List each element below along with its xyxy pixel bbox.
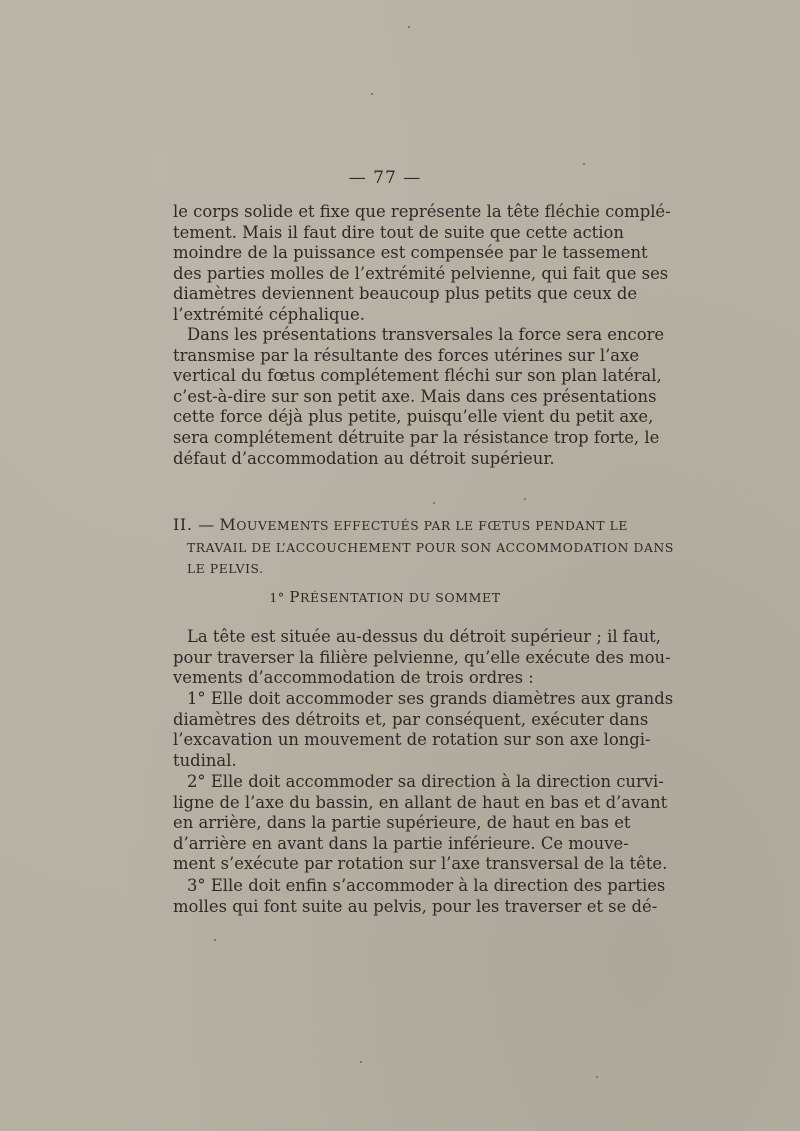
paper-speck: [408, 26, 410, 28]
subsection-initial: P: [289, 588, 301, 606]
text-line: sera complétement détruite par la résistance trop forte, le: [173, 427, 660, 447]
heading-initial: M: [219, 515, 237, 534]
paragraph-5: [173, 772, 668, 875]
paper-speck: [583, 163, 585, 165]
page-number: — 77 —: [348, 168, 422, 188]
text-line: tement. Mais il faut dire tout de suite que cette action: [173, 222, 624, 242]
paper-speck: [433, 502, 435, 504]
section-number: II. —: [173, 515, 215, 534]
text-line: ment s’exécute par rotation sur l’axe transversal de la tête.: [173, 854, 668, 874]
text-line: vertical du fœtus complétement fléchi sur son plan latéral,: [173, 366, 662, 386]
text-line: tudinal.: [173, 750, 237, 770]
text-line: défaut d’accommodation au détroit supérieur.: [173, 448, 555, 468]
text-line: l’excavation un mouvement de rotation sur son axe longi-: [173, 730, 651, 750]
section-heading-line: TRAVAIL DE L’ACCOUCHEMENT POUR SON ACCOMMODATION DANS: [187, 540, 674, 555]
text-line: moindre de la puissance est compensée par le tassement: [173, 243, 648, 263]
text-line: cette force déjà plus petite, puisqu’elle vient du petit axe,: [173, 407, 654, 427]
paragraph-2: [173, 325, 665, 469]
paragraph-4: [173, 689, 674, 771]
paper-speck: [214, 939, 216, 941]
heading-text: OUVEMENTS EFFECTUÉS PAR LE FŒTUS PENDANT LE: [236, 519, 628, 533]
text-line: en arrière, dans la partie supérieure, de haut en bas et: [173, 813, 631, 833]
subsection-number: 1°: [269, 590, 290, 605]
paper-speck: [360, 1061, 362, 1063]
text-line: molles qui font suite au pelvis, pour les traverser et se dé-: [173, 896, 658, 916]
text-line: Dans les présentations transversales la force sera encore: [187, 325, 665, 344]
paper-speck: [371, 93, 373, 95]
text-line: l’extrémité céphalique.: [173, 304, 365, 324]
section-heading-line: LE PELVIS.: [187, 562, 264, 576]
text-line: 3° Elle doit enfin s’accommoder à la direction des parties: [187, 876, 666, 895]
text-line: ligne de l’axe du bassin, en allant de haut en bas et d’avant: [173, 792, 668, 812]
text-line: diamètres deviennent beaucoup plus petits que ceux de: [173, 284, 638, 304]
text-line: des parties molles de l’extrémité pelvienne, qui fait que ses: [173, 263, 669, 283]
paragraph-6: [173, 876, 666, 917]
paper-speck: [596, 1076, 598, 1078]
subsection-heading: [0, 588, 770, 606]
section-heading-line: [173, 514, 628, 538]
text-line: le corps solide et fixe que représente la tête fléchie complé-: [173, 202, 671, 221]
text-line: diamètres des détroits et, par conséquent, exécuter dans: [173, 709, 649, 729]
text-line: 1° Elle doit accommoder ses grands diamètres aux grands: [187, 689, 674, 708]
paragraph-3: [173, 627, 671, 689]
text-line: La tête est située au-dessus du détroit supérieur ; il faut,: [187, 627, 661, 646]
paper-speck: [524, 498, 526, 500]
text-line: transmise par la résultante des forces utérines sur l’axe: [173, 345, 640, 365]
text-line: 2° Elle doit accommoder sa direction à la direction curvi-: [187, 772, 664, 791]
text-line: vements d’accommodation de trois ordres :: [173, 668, 534, 688]
subsection-text: RÉSENTATION DU SOMMET: [300, 590, 501, 605]
text-line: d’arrière en avant dans la partie inférieure. Ce mouve-: [173, 833, 629, 853]
text-line: pour traverser la filière pelvienne, qu’elle exécute des mou-: [173, 647, 671, 667]
section-heading: [173, 514, 674, 581]
text-line: c’est-à-dire sur son petit axe. Mais dans ces présentations: [173, 386, 657, 406]
paragraph-1: [173, 202, 671, 326]
